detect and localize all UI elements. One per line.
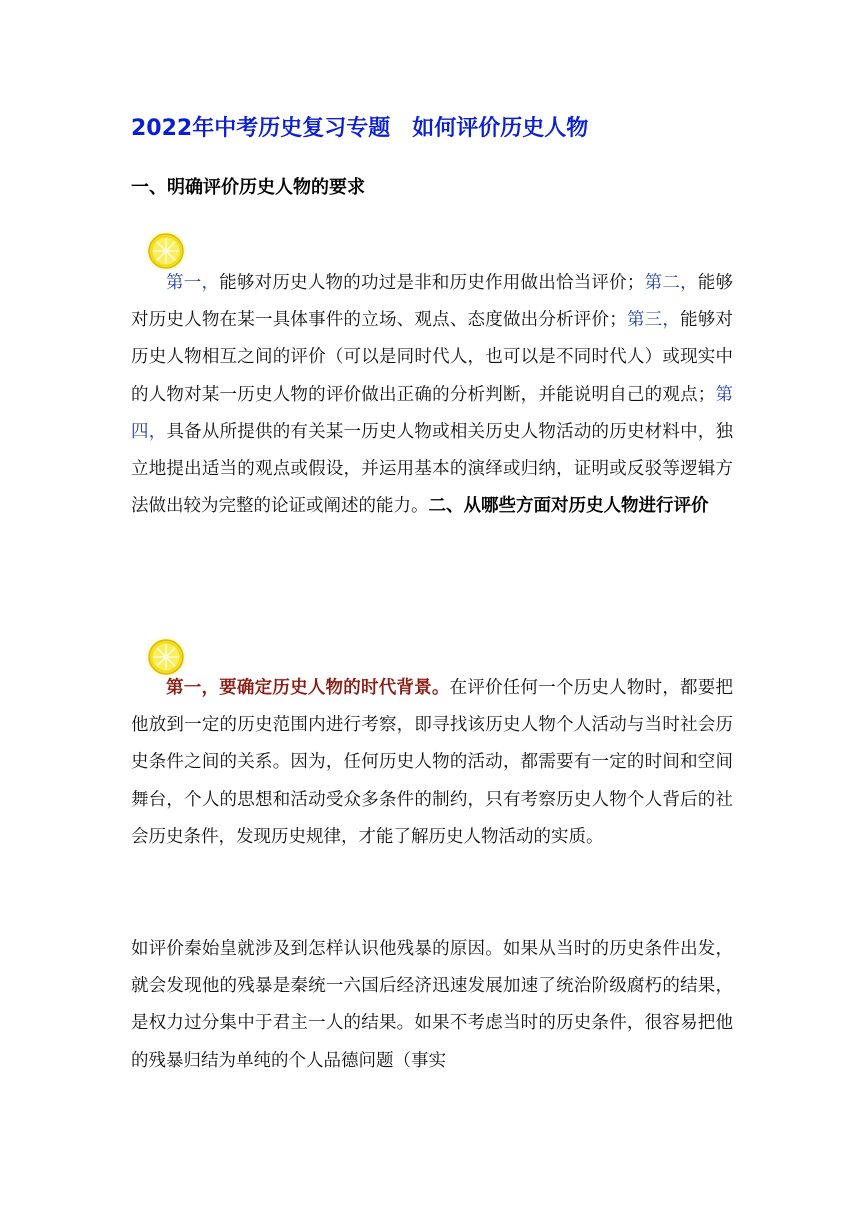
point-1-text: 能够对历史人物的功过是非和历史作用做出恰当评价； (219, 273, 645, 293)
example-paragraph: 如评价秦始皇就涉及到怎样认识他残暴的原因。如果从当时的历史条件出发，就会发现他的残暴是秦统一六国后经济迅速发展加速了统治阶级腐朽的结果，是权力过分集中于君主一人的结果。如果不考虑当时的历史条件，很容易把他的残暴归结为单纯的个人品德问题（事实 (131, 939, 733, 1071)
background-text: 在评价任何一个历史人物时，都要把他放到一定的历史范围内进行考察，即寻找该历史人物个人活动与当时社会历史条件之间的关系。因为，任何历史人物的活动，都需要有一定的时间和空间舞台，个人的思想和活动受众多条件的制约，只有考察历史人物个人背后的社会历史条件，发现历史规律，才能了解历史人物活动的实质。 (131, 678, 734, 847)
point-3-lead: 第三， (626, 310, 681, 331)
background-lead: 第一，要确定历史人物的时代背景。 (166, 678, 450, 698)
point-1-lead: 第一， (166, 273, 220, 293)
page-title: 2022年中考历史复习专题 如何评价历史人物 (131, 116, 589, 141)
point-4-text: 具备从所提供的有关某一历史人物或相关历史人物活动的历史材料中，独立地提出适当的观点或假设，并运用基本的演绎或归纳，证明或反驳等逻辑方法做出较为完整的论证或阐述的能力。 (131, 421, 734, 517)
section-heading-2: 二、从哪些方面对历史人物进行评价 (428, 496, 709, 517)
point-4-lead: 第四， (131, 384, 734, 442)
point-3-text: 能够对历史人物相互之间的评价（可以是同时代人，也可以是不同时代人）或现实中的人物对某一历史人物的评价做出正确的分析判断，并能说明自己的观点； (131, 310, 734, 405)
requirements-paragraph (131, 265, 733, 525)
section-heading-1: 一、明确评价历史人物的要求 (131, 177, 365, 198)
point-2-text: 能够对历史人物在某一具体事件的立场、观点、态度做出分析评价； (131, 273, 734, 331)
background-paragraph (131, 670, 733, 856)
point-2-lead: 第二， (644, 273, 698, 293)
